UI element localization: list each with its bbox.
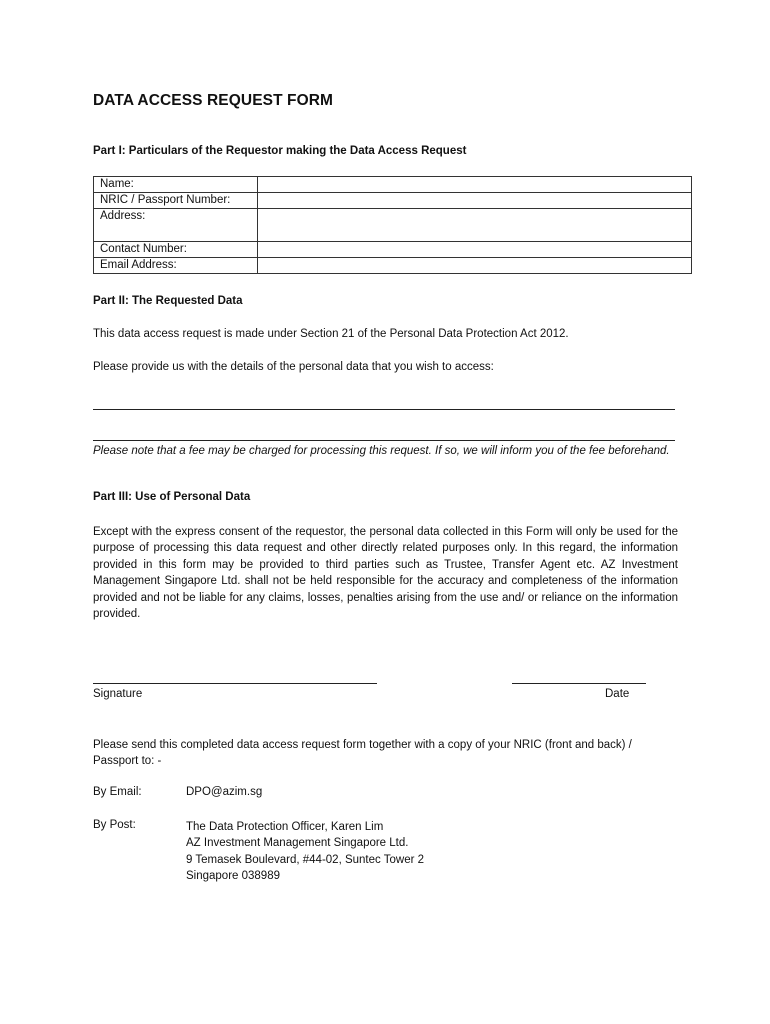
fee-note: Please note that a fee may be charged for processing this request. If so, we will inform you of the fee beforehand. (93, 445, 670, 457)
part2-heading: Part II: The Requested Data (93, 295, 243, 307)
requested-data-line-1[interactable] (93, 409, 675, 410)
date-label: Date (605, 688, 630, 700)
part2-prompt: Please provide us with the details of the personal data that you wish to access: (93, 361, 494, 373)
by-email-label: By Email: (93, 786, 142, 798)
dpo-email[interactable]: DPO@azim.sg (186, 786, 263, 798)
contact-number-label: Contact Number: (94, 242, 258, 258)
requestor-particulars-table (93, 176, 692, 274)
part1-heading: Part I: Particulars of the Requestor making the Data Access Request (93, 145, 467, 157)
postal-address-line: AZ Investment Management Singapore Ltd. (186, 837, 409, 850)
email-address-field[interactable] (258, 258, 692, 274)
contact-number-field[interactable] (258, 242, 692, 258)
name-label: Name: (94, 177, 258, 193)
part2-intro: This data access request is made under Section 21 of the Personal Data Protection Act 2012. (93, 328, 569, 340)
address-label: Address: (94, 209, 258, 242)
postal-address-line: The Data Protection Officer, Karen Lim (186, 821, 384, 833)
address-field[interactable] (258, 209, 692, 242)
part3-body: Except with the express consent of the requestor, the personal data collected in this Form will only be used for the purpose of processing this data request and other directly related purposes only. In this regard, the information provided in this form may be provided to third parties such as Trustee, Transfer Agent etc. AZ Investment Management Singapore Ltd. shall not be held responsible for the accuracy and completeness of the information provided and not be liable for any claims, losses, penalties arising from the use and/ or reliance on the information provided. (93, 526, 678, 621)
signature-line[interactable] (93, 683, 377, 684)
by-post-label: By Post: (93, 819, 136, 831)
postal-address (186, 819, 424, 885)
date-line[interactable] (512, 683, 646, 684)
table-row (94, 209, 692, 242)
submission-instructions: Please send this completed data access request form together with a copy of your NRIC (front and back) / Passport to: - (93, 739, 632, 768)
postal-address-line: Singapore 038989 (186, 870, 280, 883)
postal-address-line: 9 Temasek Boulevard, #44-02, Suntec Tower 2 (186, 853, 425, 866)
table-row (94, 242, 692, 258)
form-title: DATA ACCESS REQUEST FORM (93, 92, 334, 109)
nric-passport-label: NRIC / Passport Number: (94, 193, 258, 209)
requested-data-line-2[interactable] (93, 440, 675, 441)
part3-heading: Part III: Use of Personal Data (93, 491, 251, 503)
signature-label: Signature (93, 688, 143, 700)
table-row (94, 193, 692, 209)
table-row (94, 177, 692, 193)
nric-passport-field[interactable] (258, 193, 692, 209)
name-field[interactable] (258, 177, 692, 193)
email-address-label: Email Address: (94, 258, 258, 274)
table-row (94, 258, 692, 274)
